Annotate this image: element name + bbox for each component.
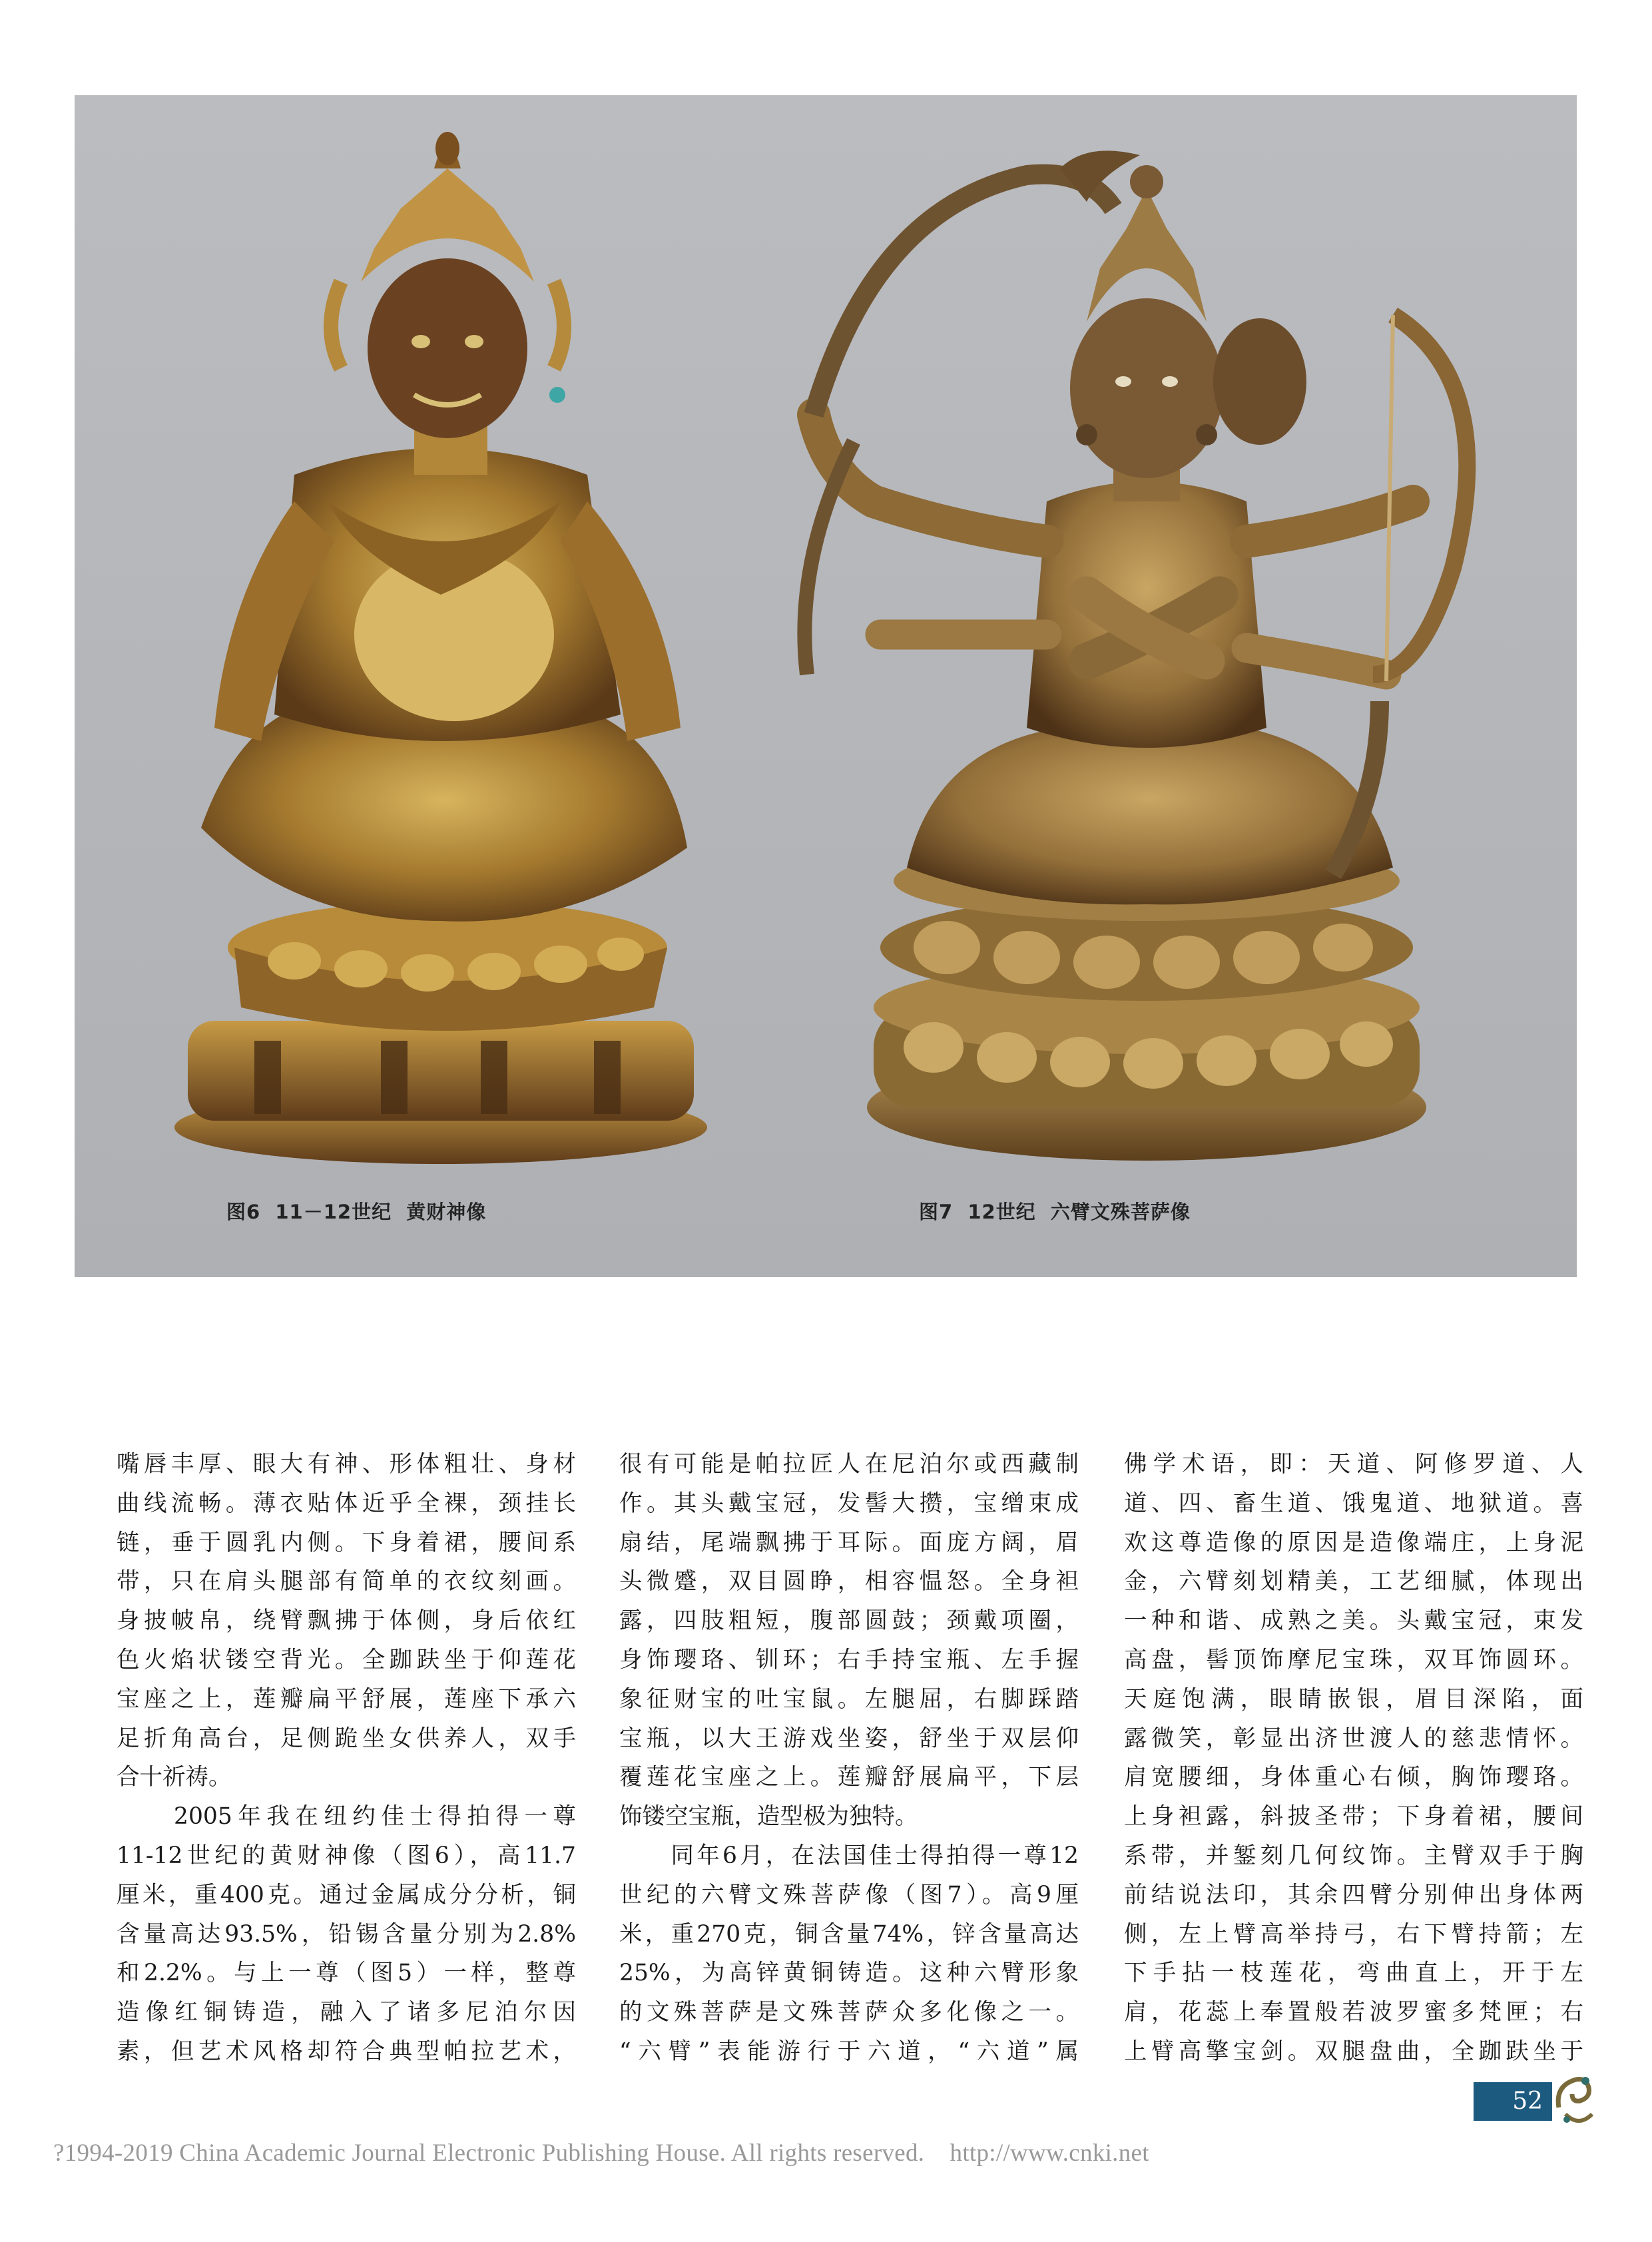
text-line: 曲线流畅。薄衣贴体近乎全裸，颈挂长 [117,1490,576,1517]
text-line: 链，垂于圆乳内侧。下身着裙，腰间系 [117,1529,576,1556]
paragraph [619,1836,1079,2072]
photo-panel [75,95,1577,1277]
decorative-ornament-icon [1552,2068,1599,2129]
text-line: 象征财宝的吐宝鼠。左腿屈，右脚踩踏 [619,1685,1079,1713]
text-line: 头微蹙，双目圆睁，相容愠怒。全身袒 [619,1568,1079,1595]
text-line: 上臂高擎宝剑。双腿盘曲，全跏趺坐于 [1124,2038,1583,2065]
text-line: 厘米，重400克。通过金属成分分析，铜 [117,1881,576,1908]
text-line: 佛学术语，即：天道、阿修罗道、人 [1124,1451,1583,1478]
text-line: 素，但艺术风格却符合典型帕拉艺术， [117,2038,576,2065]
text-line: 同年6月，在法国佳士得拍得一尊12 [619,1842,1079,1869]
text-column-1 [117,1445,576,2072]
six-armed-manjushri-statue-image [714,129,1539,1174]
text-line: 色火焰状镂空背光。全跏趺坐于仰莲花 [117,1646,576,1673]
text-line: 覆莲花宝座之上。莲瓣舒展扁平，下层 [619,1764,1079,1791]
text-line: 肩宽腰细，身体重心右倾，胸饰璎珞。 [1124,1764,1583,1791]
text-line: 合十祈祷。 [117,1764,232,1791]
text-line: 2005年我在纽约佳士得拍得一尊 [117,1803,576,1830]
text-line: 欢这尊造像的原因是造像端庄，上身泥 [1124,1529,1583,1556]
text-line: 露微笑，彰显出济世渡人的慈悲情怀。 [1124,1725,1583,1752]
text-line: 含量高达93.5%，铅锡含量分别为2.8% [117,1920,576,1948]
text-line: 带，只在肩头腿部有简单的衣纹刻画。 [117,1568,576,1595]
text-line: 宝瓶，以大王游戏坐姿，舒坐于双层仰 [619,1725,1079,1752]
paragraph [117,1797,576,2072]
text-line: 身饰璎珞、钏环；右手持宝瓶、左手握 [619,1646,1079,1673]
figure-6-caption: 图6 11－12世纪 黄财神像 [226,1201,487,1223]
text-line: 下手拈一枝莲花，弯曲直上，开于左 [1124,1960,1583,1987]
text-line: 宝座之上，莲瓣扁平舒展，莲座下承六 [117,1685,576,1713]
text-column-3 [1124,1445,1583,2072]
text-line: 一种和谐、成熟之美。头戴宝冠，束发 [1124,1607,1583,1635]
text-line: “六臂”表能游行于六道，“六道”属 [619,2038,1079,2065]
text-line: 足折角高台，足侧跪坐女供养人，双手 [117,1725,576,1752]
page-number: 52 [1512,2088,1543,2115]
page-number-badge [1474,2082,1552,2121]
text-line: 25%，为高锌黄铜铸造。这种六臂形象 [619,1960,1079,1987]
text-line: 米，重270克，铜含量74%，锌含量高达 [619,1920,1079,1948]
text-line: 作。其头戴宝冠，发髻大攒，宝缯束成 [619,1490,1079,1517]
text-line: 天庭饱满，眼睛嵌银，眉目深陷，面 [1124,1685,1583,1713]
text-line: 系带，并錾刻几何纹饰。主臂双手于胸 [1124,1842,1583,1869]
text-line: 扇结，尾端飘拂于耳际。面庞方阔，眉 [619,1529,1079,1556]
text-line: 道、四、畜生道、饿鬼道、地狱道。喜 [1124,1490,1583,1517]
paragraph [1124,1445,1583,2072]
text-line: 嘴唇丰厚、眼大有神、形体粗壮、身材 [117,1451,576,1478]
text-line: 高盘，髻顶饰摩尼宝珠，双耳饰圆环。 [1124,1646,1583,1673]
text-line: 造像红铜铸造，融入了诸多尼泊尔因 [117,1999,576,2026]
text-line: 金，六臂刻划精美，工艺细腻，体现出 [1124,1568,1583,1595]
text-column-2 [619,1445,1079,2072]
yellow-jambhala-statue-image [161,129,720,1174]
copyright-footer: ?1994-2019 China Academic Journal Electronic Publishing House. All rights reserved. http://www.cnki.net [53,2139,1149,2167]
paragraph-end-line [117,1758,576,1797]
paragraph [117,1445,576,1758]
text-line: 肩，花蕊上奉置般若波罗蜜多梵匣；右 [1124,1999,1583,2026]
figure-7-caption: 图7 12世纪 六臂文殊菩萨像 [919,1201,1191,1223]
text-line: 露，四肢粗短，腹部圆鼓；颈戴项圈， [619,1607,1079,1635]
text-line: 侧，左上臂高举持弓，右下臂持箭；左 [1124,1920,1583,1948]
text-line: 11-12世纪的黄财神像（图6），高11.7 [117,1842,576,1869]
text-line: 饰镂空宝瓶，造型极为独特。 [619,1803,918,1830]
text-line: 的文殊菩萨是文殊菩萨众多化像之一。 [619,1999,1079,2026]
text-line: 很有可能是帕拉匠人在尼泊尔或西藏制 [619,1451,1079,1478]
text-line: 和2.2%。与上一尊（图5）一样，整尊 [117,1960,576,1987]
text-line: 上身袒露，斜披圣带；下身着裙，腰间 [1124,1803,1583,1830]
text-line: 前结说法印，其余四臂分别伸出身体两 [1124,1881,1583,1908]
text-line: 身披帔帛，绕臂飘拂于体侧，身后依红 [117,1607,576,1635]
paragraph-end-line [619,1797,1079,1836]
text-line: 世纪的六臂文殊菩萨像（图7）。高9厘 [619,1881,1079,1908]
paragraph [619,1445,1079,1797]
